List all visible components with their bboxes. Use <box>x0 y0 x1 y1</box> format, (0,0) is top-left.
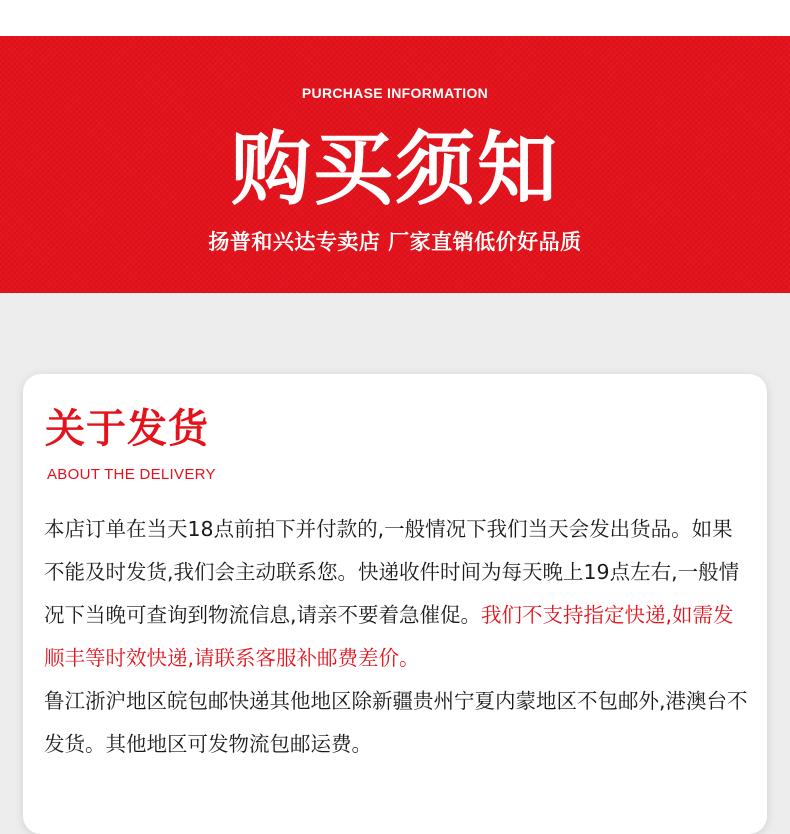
delivery-info-card <box>23 374 767 834</box>
delivery-section-title: 关于发货 <box>45 406 209 452</box>
banner-tagline: 扬普和兴达专卖店 厂家直销低价好品质 <box>208 230 582 254</box>
delivery-paragraph-regions: 鲁江浙沪地区皖包邮快递其他地区除新疆贵州宁夏内蒙地区不包邮外,港澳台不发货。其他地区可发物流包邮运费。 <box>44 689 748 756</box>
delivery-shipping-text: 本店订单在当天18点前拍下并付款的,一般情况下我们当天会发出货品。如果不能及时发货,我们会主动联系您。快递收件时间为每天晚上19点左右,一般情况下当晚可查询到物流信息,请亲不要着急催促。 <box>44 517 740 627</box>
purchase-info-banner <box>0 36 790 293</box>
banner-english-subtitle: PURCHASE INFORMATION <box>301 85 489 101</box>
banner-title: 购买须知 <box>231 123 559 216</box>
delivery-paragraph-shipping <box>44 508 750 680</box>
delivery-description <box>44 508 750 766</box>
delivery-courier-notice: 我们不支持指定快递,如需发顺丰等时效快递,请联系客服补邮费差价。 <box>44 603 734 670</box>
delivery-section-english-subtitle: ABOUT THE DELIVERY <box>47 466 216 483</box>
top-white-strip <box>0 0 790 36</box>
